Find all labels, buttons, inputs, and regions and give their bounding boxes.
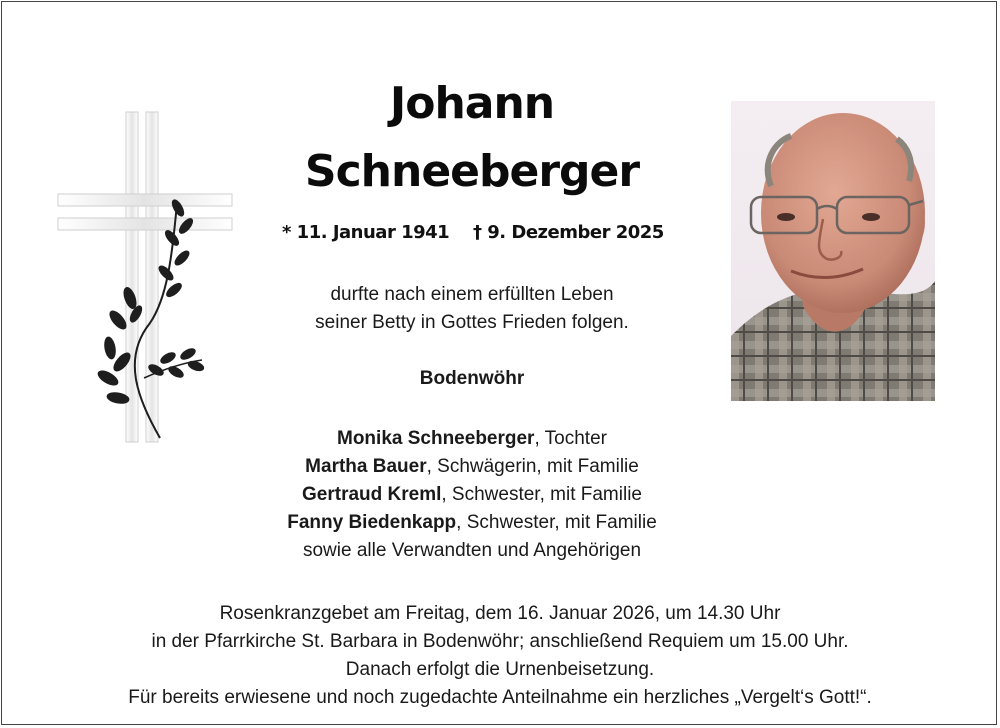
mourner-line xyxy=(220,509,724,537)
mourner-relation: , Schwester, mit Familie xyxy=(441,484,642,505)
mourner-name: Gertraud Kreml xyxy=(302,484,442,505)
deceased-first-name: Johann xyxy=(389,78,555,129)
cross-icon xyxy=(52,108,242,448)
portrait-photo xyxy=(731,101,935,401)
mourner-relation: , Tochter xyxy=(534,428,607,449)
deceased-last-name: Schneeberger xyxy=(304,146,640,197)
mourner-line xyxy=(220,481,724,509)
place-name: Bodenwöhr xyxy=(419,368,525,389)
death-date: † 9. Dezember 2025 xyxy=(473,222,664,243)
mourner-relation: , Schwester, mit Familie xyxy=(456,512,657,533)
footer-line: Für bereits erwiesene und noch zugedachte Anteilnahme ein herzliches „Vergelt‘s Gott!“. xyxy=(128,687,872,708)
mourner-name: Fanny Biedenkapp xyxy=(287,512,457,533)
birth-date: * 11. Januar 1941 xyxy=(282,222,450,243)
footer-line: Danach erfolgt die Urnenbeisetzung. xyxy=(345,659,655,680)
mourner-name: Martha Bauer xyxy=(305,456,427,477)
intro-text xyxy=(220,281,724,337)
service-details xyxy=(40,600,960,712)
mourners-list xyxy=(220,425,724,565)
mourner-name: Monika Schneeberger xyxy=(337,428,535,449)
mourner-relation: , Schwägerin, mit Familie xyxy=(426,456,639,477)
footer-line: in der Pfarrkirche St. Barbara in Bodenwöhr; anschließend Requiem um 15.00 Uhr. xyxy=(151,631,849,652)
intro-line: seiner Betty in Gottes Frieden folgen. xyxy=(315,312,629,333)
mourners-closing: sowie alle Verwandten und Angehörigen xyxy=(302,540,642,561)
mourner-line xyxy=(220,453,724,481)
footer-line: Rosenkranzgebet am Freitag, dem 16. Januar 2026, um 14.30 Uhr xyxy=(219,603,781,624)
intro-line: durfte nach einem erfüllten Leben xyxy=(330,284,614,305)
mourner-line xyxy=(220,425,724,453)
